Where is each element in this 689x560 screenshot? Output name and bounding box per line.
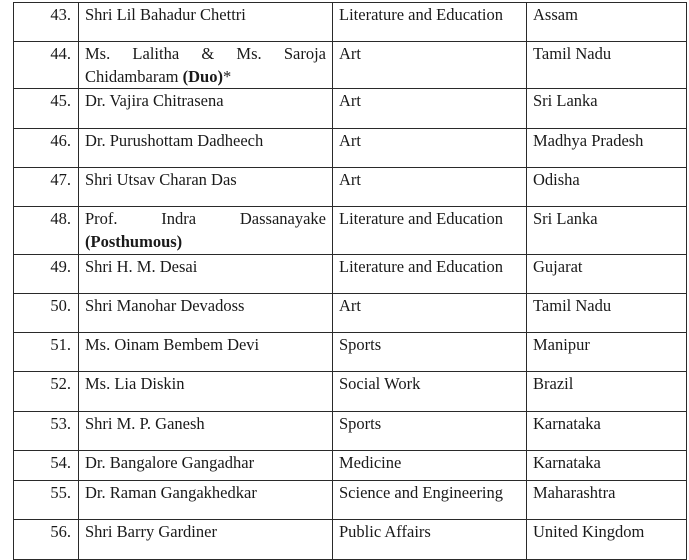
state-country-cell: Maharashtra	[527, 481, 687, 520]
serial-number: 52.	[14, 372, 79, 412]
awardee-name-text: Shri Lil Bahadur Chettri	[85, 5, 246, 24]
awardee-name-text: Shri Manohar Devadoss	[85, 296, 245, 315]
field-cell: Social Work	[333, 372, 527, 412]
awardee-name-text: Dr. Raman Gangakhedkar	[85, 483, 257, 502]
state-country-cell: Manipur	[527, 333, 687, 372]
state-country-cell: Sri Lanka	[527, 89, 687, 129]
state-country-cell: Madhya Pradesh	[527, 129, 687, 168]
field-cell: Sports	[333, 333, 527, 372]
awardee-name-text: Ms. Lalitha & Ms. Saroja Chidambaram	[85, 44, 326, 86]
field-cell: Literature and Education	[333, 255, 527, 294]
serial-number: 45.	[14, 89, 79, 129]
awards-table	[13, 2, 687, 560]
state-country-cell: Karnataka	[527, 451, 687, 481]
state-country-cell: Gujarat	[527, 255, 687, 294]
awardee-name	[79, 372, 333, 412]
table-row	[14, 333, 687, 372]
serial-number: 50.	[14, 294, 79, 333]
serial-number: 56.	[14, 520, 79, 560]
table-row	[14, 168, 687, 207]
state-country-cell: Tamil Nadu	[527, 294, 687, 333]
table-row	[14, 294, 687, 333]
state-country-cell: Sri Lanka	[527, 207, 687, 255]
serial-number: 53.	[14, 412, 79, 451]
awardee-name-text: Ms. Lia Diskin	[85, 374, 185, 393]
field-cell: Sports	[333, 412, 527, 451]
serial-number: 43.	[14, 3, 79, 42]
awardee-name	[79, 129, 333, 168]
awardee-name	[79, 481, 333, 520]
awardee-name	[79, 333, 333, 372]
awardee-name-text: Ms. Oinam Bembem Devi	[85, 335, 260, 354]
field-cell: Literature and Education	[333, 207, 527, 255]
field-cell: Art	[333, 294, 527, 333]
field-cell: Art	[333, 129, 527, 168]
table-body	[14, 3, 687, 560]
field-cell: Medicine	[333, 451, 527, 481]
state-country-cell: United Kingdom	[527, 520, 687, 560]
awardee-name-text: Dr. Vajira Chitrasena	[85, 91, 224, 110]
serial-number: 51.	[14, 333, 79, 372]
serial-number: 55.	[14, 481, 79, 520]
state-country-cell: Brazil	[527, 372, 687, 412]
awardee-name-text: Dr. Bangalore Gangadhar	[85, 453, 255, 472]
table-row	[14, 89, 687, 129]
awardee-name-text: Shri Barry Gardiner	[85, 522, 217, 541]
table-row	[14, 255, 687, 294]
table-row	[14, 3, 687, 42]
awardee-name	[79, 451, 333, 481]
table-row	[14, 520, 687, 560]
field-cell: Literature and Education	[333, 3, 527, 42]
awardee-name	[79, 412, 333, 451]
state-country-cell: Tamil Nadu	[527, 42, 687, 89]
field-cell: Science and Engineering	[333, 481, 527, 520]
table-row	[14, 412, 687, 451]
serial-number: 44.	[14, 42, 79, 89]
serial-number: 54.	[14, 451, 79, 481]
awardee-name	[79, 207, 333, 255]
serial-number: 46.	[14, 129, 79, 168]
table-row	[14, 451, 687, 481]
serial-number: 47.	[14, 168, 79, 207]
awardee-name	[79, 520, 333, 560]
awardee-name	[79, 168, 333, 207]
awardee-name	[79, 255, 333, 294]
serial-number: 49.	[14, 255, 79, 294]
table-row	[14, 372, 687, 412]
awardee-name-text: Prof. Indra Dassanayake	[85, 209, 326, 228]
state-country-cell: Assam	[527, 3, 687, 42]
awardee-name-text: Shri M. P. Ganesh	[85, 414, 205, 433]
state-country-cell: Karnataka	[527, 412, 687, 451]
awardee-name	[79, 89, 333, 129]
awardee-name	[79, 42, 333, 89]
state-country-cell: Odisha	[527, 168, 687, 207]
awardee-name-text: Shri Utsav Charan Das	[85, 170, 237, 189]
field-cell: Art	[333, 42, 527, 89]
awardee-name	[79, 294, 333, 333]
table-row	[14, 42, 687, 89]
awardee-name-text: Shri H. M. Desai	[85, 257, 198, 276]
table-row	[14, 207, 687, 255]
serial-number: 48.	[14, 207, 79, 255]
awardee-name-text: Dr. Purushottam Dadheech	[85, 131, 264, 150]
table-row	[14, 129, 687, 168]
field-cell: Art	[333, 168, 527, 207]
field-cell: Public Affairs	[333, 520, 527, 560]
awardee-note: (Posthumous)	[85, 232, 183, 251]
awardee-name	[79, 3, 333, 42]
awardee-note: (Duo)	[182, 67, 223, 86]
awardee-note-tail: *	[222, 67, 232, 86]
table-row	[14, 481, 687, 520]
field-cell: Art	[333, 89, 527, 129]
